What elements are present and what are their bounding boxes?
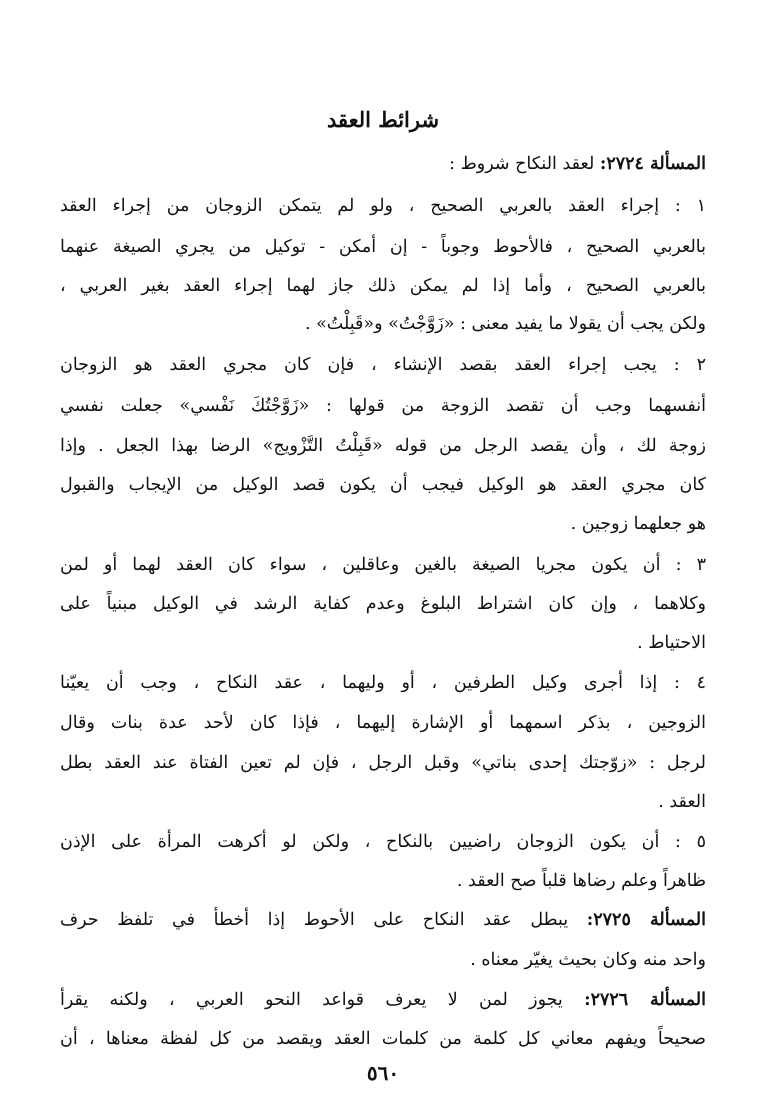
cond5-line2: ظاهراً وعلم رضاها قلباً صح العقد . — [456, 871, 706, 891]
cond4-line1: ٤ : إذا أجرى وكيل الطرفين ، أو وليهما ، عقد النكاح ، وجب أن يعيّنا — [60, 673, 706, 693]
cond5-line1: ٥ : أن يكون الزوجان راضيين بالنكاح ، ولكن لو أكرهت المرأة على الإذن — [60, 832, 706, 852]
cond1-line2: بالعربي الصحيح ، فالأحوط وجوباً - إن أمكن - توكيل من يجري الصيغة عنهما — [60, 237, 706, 257]
issue-2724-intro: لعقد النكاح شروط : — [449, 154, 595, 174]
issue-2725-line1 — [60, 903, 706, 937]
cond2-line4: كان مجري العقد هو الوكيل فيجب أن يكون قصد الوكيل من الإيجاب والقبول — [60, 475, 706, 495]
issue-2726-label: المسألة ٢٧٢٦: — [584, 990, 706, 1010]
cond4-line3: لرجل : «زوّجتك إحدى بناتي» وقبل الرجل ، فإن لم تعين الفتاة عند العقد بطل — [60, 753, 706, 773]
cond3-line3: الاحتياط . — [637, 633, 706, 653]
cond4-line4: العقد . — [658, 792, 706, 812]
issue-2724-intro-line — [60, 147, 706, 181]
issue-2725-text: يبطل عقد النكاح على الأحوط إذا أخطأ في تلفظ حرف — [60, 910, 569, 930]
cond3-line2: وكلاهما ، وإن كان اشتراط البلوغ وعدم كفاية الرشد في الوكيل مبنياً على — [60, 594, 706, 614]
cond1-line4: ولكن يجب أن يقولا ما يفيد معنى : «زَوَّجْتُ» و«قَبِلْتُ» . — [304, 314, 706, 334]
issue-2726-line1 — [60, 983, 706, 1017]
cond2-line3: زوجة لك ، وأن يقصد الرجل من قوله «قَبِلْتُ التَّزْويج» الرضا بهذا الجعل . وإذا — [60, 436, 706, 456]
issue-2725-line2: واحد منه وكان بحيث يغيّر معناه . — [470, 950, 706, 970]
issue-2724-label: المسألة ٢٧٢٤: — [599, 154, 706, 174]
cond3-line1: ٣ : أن يكون مجريا الصيغة بالغين وعاقلين ، سواء كان العقد لهما أو لمن — [60, 555, 706, 575]
cond2-line1: ٢ : يجب إجراء العقد بقصد الإنشاء ، فإن كان مجري العقد هو الزوجان — [60, 355, 706, 375]
cond1-line3: بالعربي الصحيح ، وأما إذا لم يمكن ذلك جاز لهما إجراء العقد بغير العربي ، — [60, 276, 706, 296]
issue-2726-text: يجوز لمن لا يعرف قواعد النحو العربي ، ولكنه يقرأ — [60, 990, 563, 1010]
cond2-line2: أنفسهما وجب أن تقصد الزوجة من قولها : «زَوَّجْتُكَ نَفْسي» جعلت نفسي — [60, 396, 706, 416]
book-page — [60, 0, 706, 1114]
issue-2725-label: المسألة ٢٧٢٥: — [586, 910, 706, 930]
cond4-line2: الزوجين ، بذكر اسمهما أو الإشارة إليهما ، فإذا كان لأحد عدة بنات وقال — [60, 713, 706, 733]
cond1-line1: ١ : إجراء العقد بالعربي الصحيح ، ولو لم يتمكن الزوجان من إجراء العقد — [60, 196, 706, 216]
cond2-line5: هو جعلهما زوجين . — [570, 514, 706, 534]
page-number: ٥٦٠ — [366, 1061, 400, 1085]
issue-2726-line2: صحيحاً ويفهم معاني كل كلمة من كلمات العقد ويقصد من كل لفظة معناها ، أن — [60, 1029, 706, 1049]
section-title: شرائط العقد — [326, 107, 440, 132]
